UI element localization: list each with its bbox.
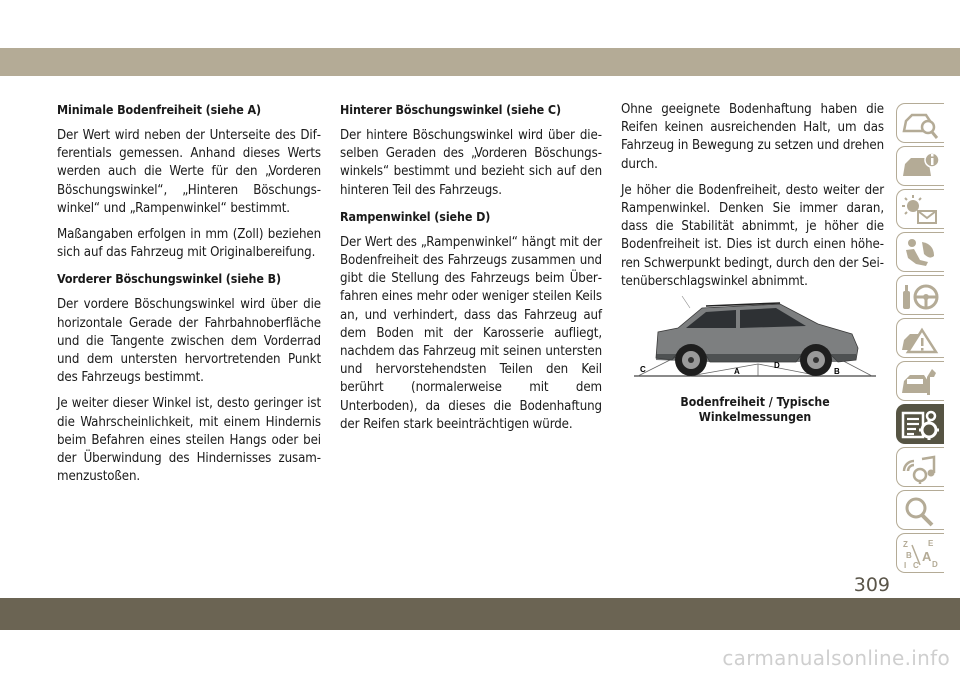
watermark: carmanualsonline.info (722, 646, 950, 670)
warning-lights-icon (900, 193, 940, 227)
car-service-icon (900, 365, 940, 399)
chapter-tabs (896, 103, 946, 576)
tab-car-warning[interactable] (896, 318, 944, 358)
car-warning-icon (900, 322, 940, 356)
svg-text:E: E (928, 539, 934, 548)
car-search-icon (900, 107, 940, 141)
tab-car-search[interactable] (896, 103, 944, 143)
header-band (0, 48, 960, 76)
tab-airbag-safety[interactable] (896, 232, 944, 272)
paragraph: Der Wert wird neben der Unterseite des Differentials gemessen. Anhand dieses Werts werden auch die Werte für den „Vorderen Böschungswinkel“, „Hinteren Böschungswinkel“ und „Rampenwinkel“ bestimmt. (57, 128, 321, 216)
tab-warning-lights[interactable] (896, 189, 944, 229)
heading-departure-angle: Hinterer Böschungswinkel (siehe C) (340, 102, 561, 117)
label-a: A (734, 367, 740, 376)
multimedia-icon (900, 451, 940, 485)
text-column-2 (340, 101, 602, 442)
figure-caption (630, 395, 880, 425)
svg-text:I: I (904, 561, 907, 570)
footer-band (0, 598, 960, 630)
heading-ground-clearance: Minimale Bodenfreiheit (siehe A) (57, 102, 261, 117)
label-c: C (640, 365, 646, 374)
tab-multimedia[interactable] (896, 447, 944, 487)
airbag-safety-icon (900, 236, 940, 270)
paragraph: Je weiter dieser Winkel ist, desto geringer ist die Wahrscheinlichkeit, mit einem Hindernis beim Befahren eines steilen Hangs oder bei der Überwindung des Hindernisses zusammenzustoßen. (57, 396, 321, 485)
suv-illustration (630, 296, 880, 382)
paragraph: Der Wert des „Rampenwinkel“ hängt mit der Bodenfreiheit des Fahrzeugs zusammen und gibt die Stellung des Fahrzeugs beim Überfahren eines mehr oder weniger steilen Keils an, und verhindert, dass das Fahrzeug auf dem Boden mit der Karosserie aufliegt, nachdem das Fahrzeug mit seinen untersten und hervorstehendsten Teilen den Keil berührt (normalerweise mit dem Unterboden), da dieses die Bodenhaftung der Reifen stark beeinträchtigen würde. (340, 234, 602, 432)
page-number: 309 (853, 574, 890, 596)
label-d: D (774, 361, 780, 370)
svg-text:C: C (913, 561, 919, 570)
heading-ramp-angle: Rampenwinkel (siehe D) (340, 208, 491, 224)
paragraph: Der hintere Böschungswinkel wird über dieselben Geraden des „Vorderen Böschungswinkels“ bestimmt und bezieht sich auf den hinteren Teil des Fahrzeugs. (340, 128, 602, 198)
svg-text:Z: Z (903, 540, 908, 549)
alphabet-index-icon (900, 537, 940, 571)
text-column-1 (57, 101, 321, 494)
caption-line-1: Bodenfreiheit / Typische (680, 395, 830, 409)
tab-alphabet-index[interactable] (896, 533, 944, 573)
svg-text:A: A (922, 549, 932, 564)
tab-steering-start[interactable] (896, 275, 944, 315)
text-column-3 (621, 101, 884, 299)
svg-text:B: B (906, 551, 912, 560)
steering-start-icon (900, 279, 940, 313)
svg-text:D: D (932, 560, 938, 569)
tab-car-info[interactable] (896, 146, 944, 186)
label-b: B (834, 367, 840, 376)
specifications-gear-icon (900, 408, 940, 442)
paragraph: Maßangaben erfolgen in mm (Zoll) beziehen sich auf das Fahrzeug mit Originalbereifung. (57, 227, 321, 261)
index-search-icon (900, 494, 940, 528)
paragraph: Je höher die Bodenfreiheit, desto weiter der Rampenwinkel. Denken Sie immer daran, dass die Stabilität abnimmt, je höher die Bodenfreiheit ist. Dies ist durch einen höheren Schwerpunkt bedingt, durch den der Seitenüberschlagswinkel abnimmt. (621, 182, 884, 289)
caption-line-2: Winkelmessungen (698, 410, 812, 424)
vehicle-angle-figure (630, 296, 880, 382)
tab-index-search[interactable] (896, 490, 944, 530)
paragraph: Ohne geeignete Bodenhaftung haben die Reifen keinen ausreichenden Halt, um das Fahrzeug in Bewegung zu setzen und drehen durch. (621, 102, 885, 172)
tab-specifications[interactable] (896, 404, 944, 444)
heading-approach-angle: Vorderer Böschungswinkel (siehe B) (57, 271, 281, 287)
tab-car-service[interactable] (896, 361, 944, 401)
paragraph: Der vordere Böschungswinkel wird über die horizontale Gerade der Fahrbahnoberfläche und die Tangente zwischen dem Vorderrad und dem untersten hervortretenden Punkt des Fahrzeugs bestimmt. (57, 297, 321, 386)
car-info-icon (900, 150, 940, 184)
